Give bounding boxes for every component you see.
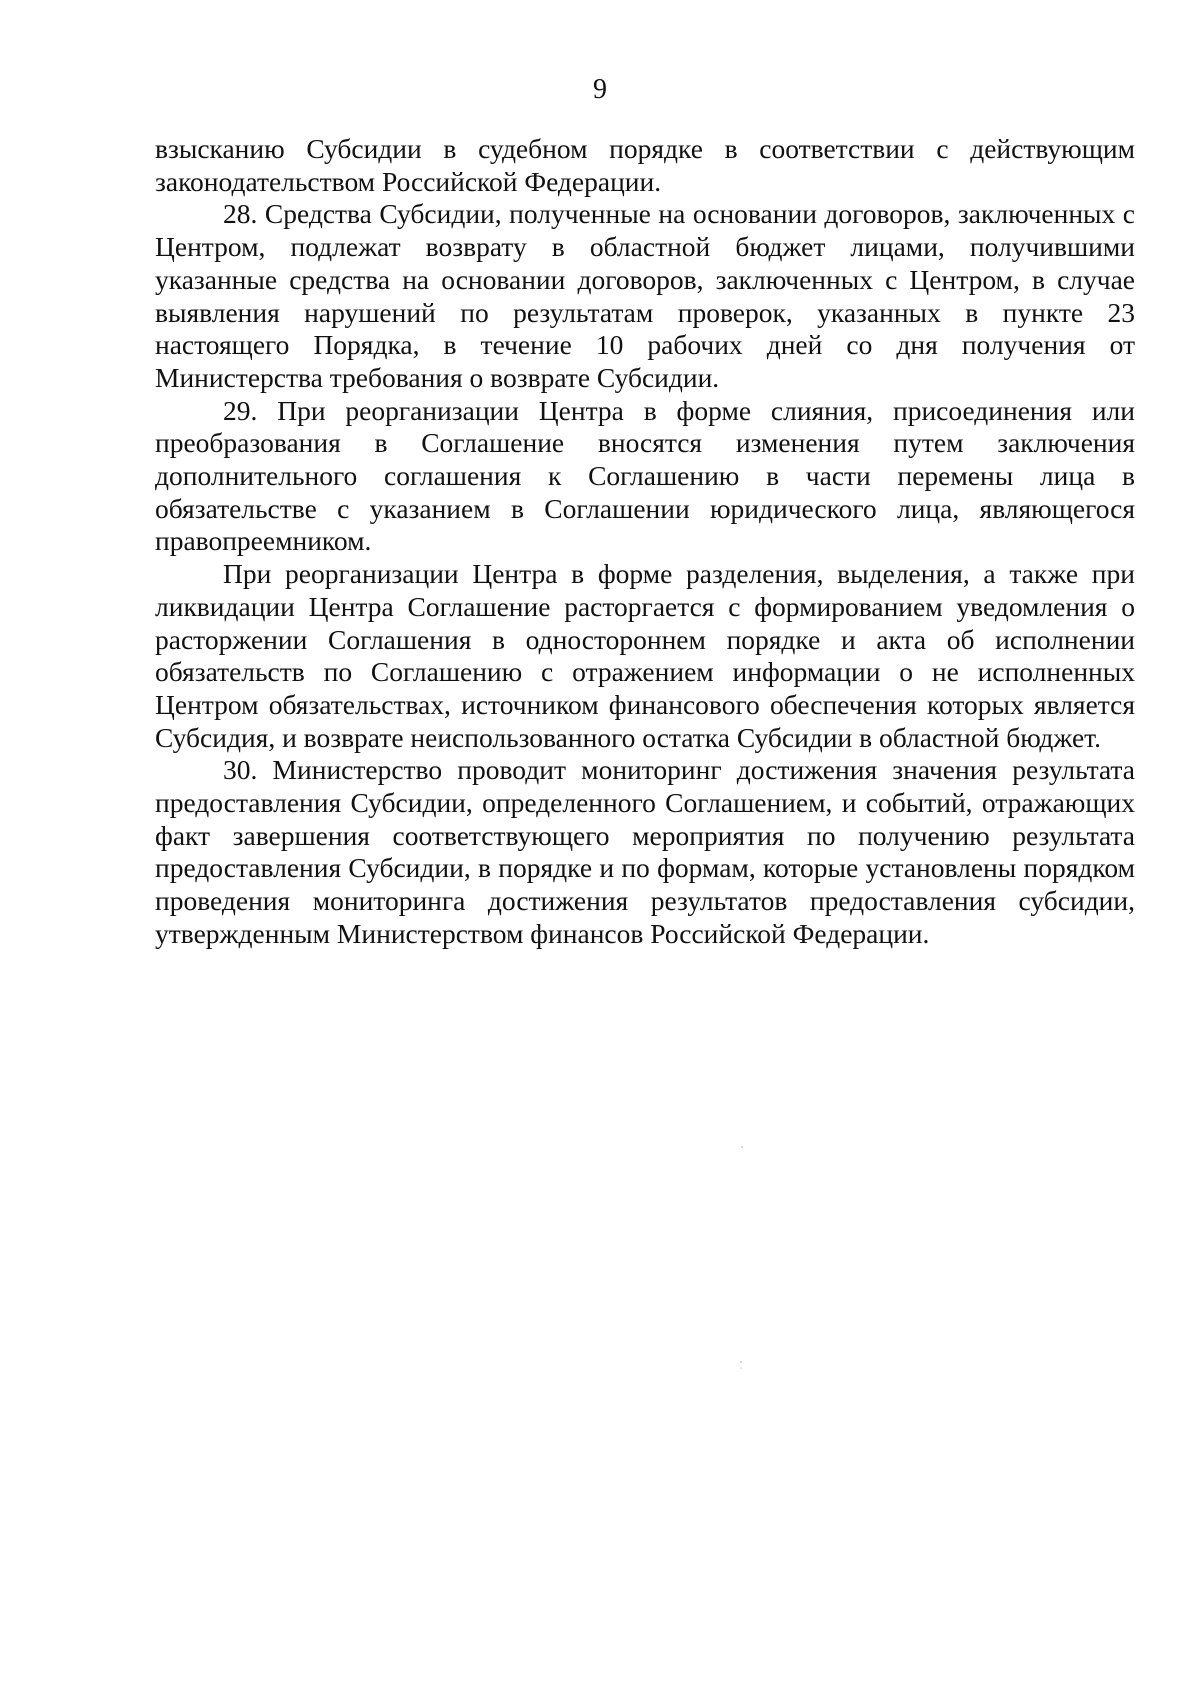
paragraph-28: 28. Средства Субсидии, полученные на основании договоров, заключенных с Центром, подлежат возврату в областной бюджет лицами, получившими указанные средства на основании договоров, заключенных с Центром, в случае выявления нарушений по результатам проверок, указанных в пункте 23 настоящего Порядка, в течение 10 рабочих дней со дня получения от Министерства требования о возврате Субсидии. [155, 198, 1135, 393]
text-column [155, 133, 1135, 951]
paragraph-29-liquidation: При реорганизации Центра в форме разделения, выделения, а также при ликвидации Центра Соглашение расторгается с формированием уведомления о расторжении Соглашения в одностороннем порядке и акта об исполнении обязательств по Соглашению с отражением информации о не исполненных Центром обязательствах, источником финансового обеспечения которых является Субсидия, и возврате неиспользованного остатка Субсидии в областной бюджет. [155, 558, 1135, 753]
paragraph-29: 29. При реорганизации Центра в форме слияния, присоединения или преобразования в Соглашение вносятся изменения путем заключения дополнительного соглашения к Соглашению в части перемены лица в обязательстве с указанием в Соглашении юридического лица, являющегося правопреемником. [155, 394, 1135, 557]
paragraph-30: 30. Министерство проводит мониторинг достижения значения результата предоставления Субсидии, определенного Соглашением, и событий, отражающих факт завершения соответствующего мероприятия по получению результата предоставления Субсидии, в порядке и по формам, которые установлены порядком проведения мониторинга достижения результатов предоставления субсидии, утвержденным Министерством финансов Российской Федерации. [155, 754, 1135, 949]
document-body [155, 133, 1199, 1453]
paragraph-continuation: взысканию Субсидии в судебном порядке в соответствии с действующим законодательством Российской Федерации. [155, 133, 1135, 197]
page-number: 9 [593, 74, 607, 105]
